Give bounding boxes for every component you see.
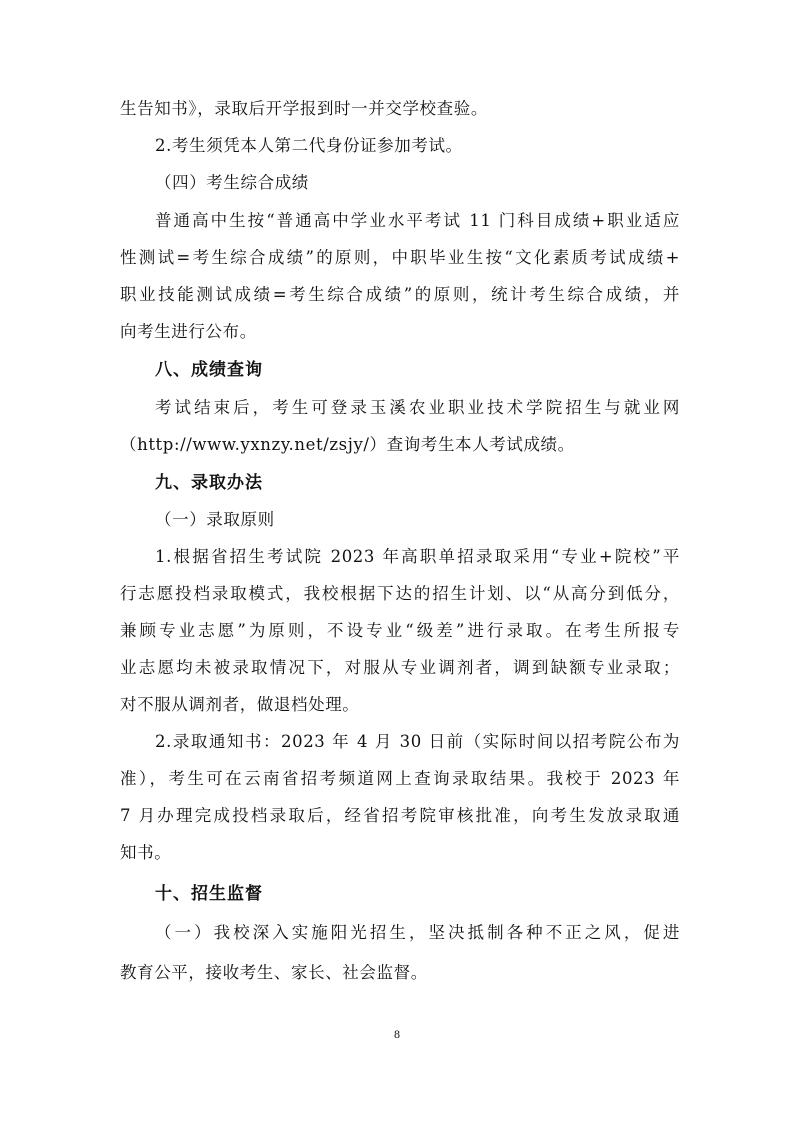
paragraph-line: 准），考生可在云南省招考频道网上查询录取结果。我校于 2023 年 — [120, 769, 680, 788]
paragraph-line: 职业技能测试成绩=考生综合成绩”的原则，统计考生综合成绩，并 — [120, 285, 680, 304]
paragraph-line: （http://www.yxnzy.net/zsjy/）查询考生本人考试成绩。 — [120, 435, 575, 454]
paragraph-line: 对不服从调剂者，做退档处理。 — [120, 695, 360, 714]
subsection-heading: （一）录取原则 — [155, 510, 275, 529]
paragraph-line: 业志愿均未被录取情况下，对服从专业调剂者，调到缺额专业录取； — [120, 658, 680, 677]
paragraph-line: 7 月办理完成投档录取后，经省招考院审核批准，向考生发放录取通 — [120, 806, 680, 825]
paragraph-line: 普通高中生按“普通高中学业水平考试 11 门科目成绩+职业适应 — [155, 211, 680, 230]
paragraph-line: 性测试=考生综合成绩”的原则，中职毕业生按“文化素质考试成绩+ — [120, 248, 680, 267]
paragraph-line: 向考生进行公布。 — [120, 322, 257, 341]
paragraph-line: 2.考生须凭本人第二代身份证参加考试。 — [155, 136, 463, 155]
paragraph-line: 兼顾专业志愿”为原则，不设专业“级差”进行录取。在考生所报专 — [120, 621, 680, 640]
paragraph-line: 生告知书》，录取后开学报到时一并交学校查验。 — [120, 99, 488, 118]
subsection-heading: （四）考生综合成绩 — [155, 173, 309, 192]
page-number: 8 — [394, 1027, 400, 1041]
paragraph-line: 考试结束后，考生可登录玉溪农业职业技术学院招生与就业网 — [155, 398, 680, 417]
section-heading: 八、成绩查询 — [155, 360, 263, 380]
paragraph-line: 教育公平，接收考生、家长、社会监督。 — [120, 963, 428, 982]
section-heading: 十、招生监督 — [155, 884, 263, 904]
paragraph-line: 1.根据省招生考试院 2023 年高职单招录取采用“专业+院校”平 — [155, 547, 680, 566]
paragraph-line: 2.录取通知书：2023 年 4 月 30 日前（实际时间以招考院公布为 — [155, 732, 680, 751]
paragraph-line: （一）我校深入实施阳光招生，坚决抵制各种不正之风，促进 — [155, 923, 680, 942]
paragraph-line: 行志愿投档录取模式，我校根据下达的招生计划、以“从高分到低分， — [120, 584, 680, 603]
paragraph-line: 知书。 — [120, 843, 172, 862]
section-heading: 九、录取办法 — [155, 473, 263, 493]
